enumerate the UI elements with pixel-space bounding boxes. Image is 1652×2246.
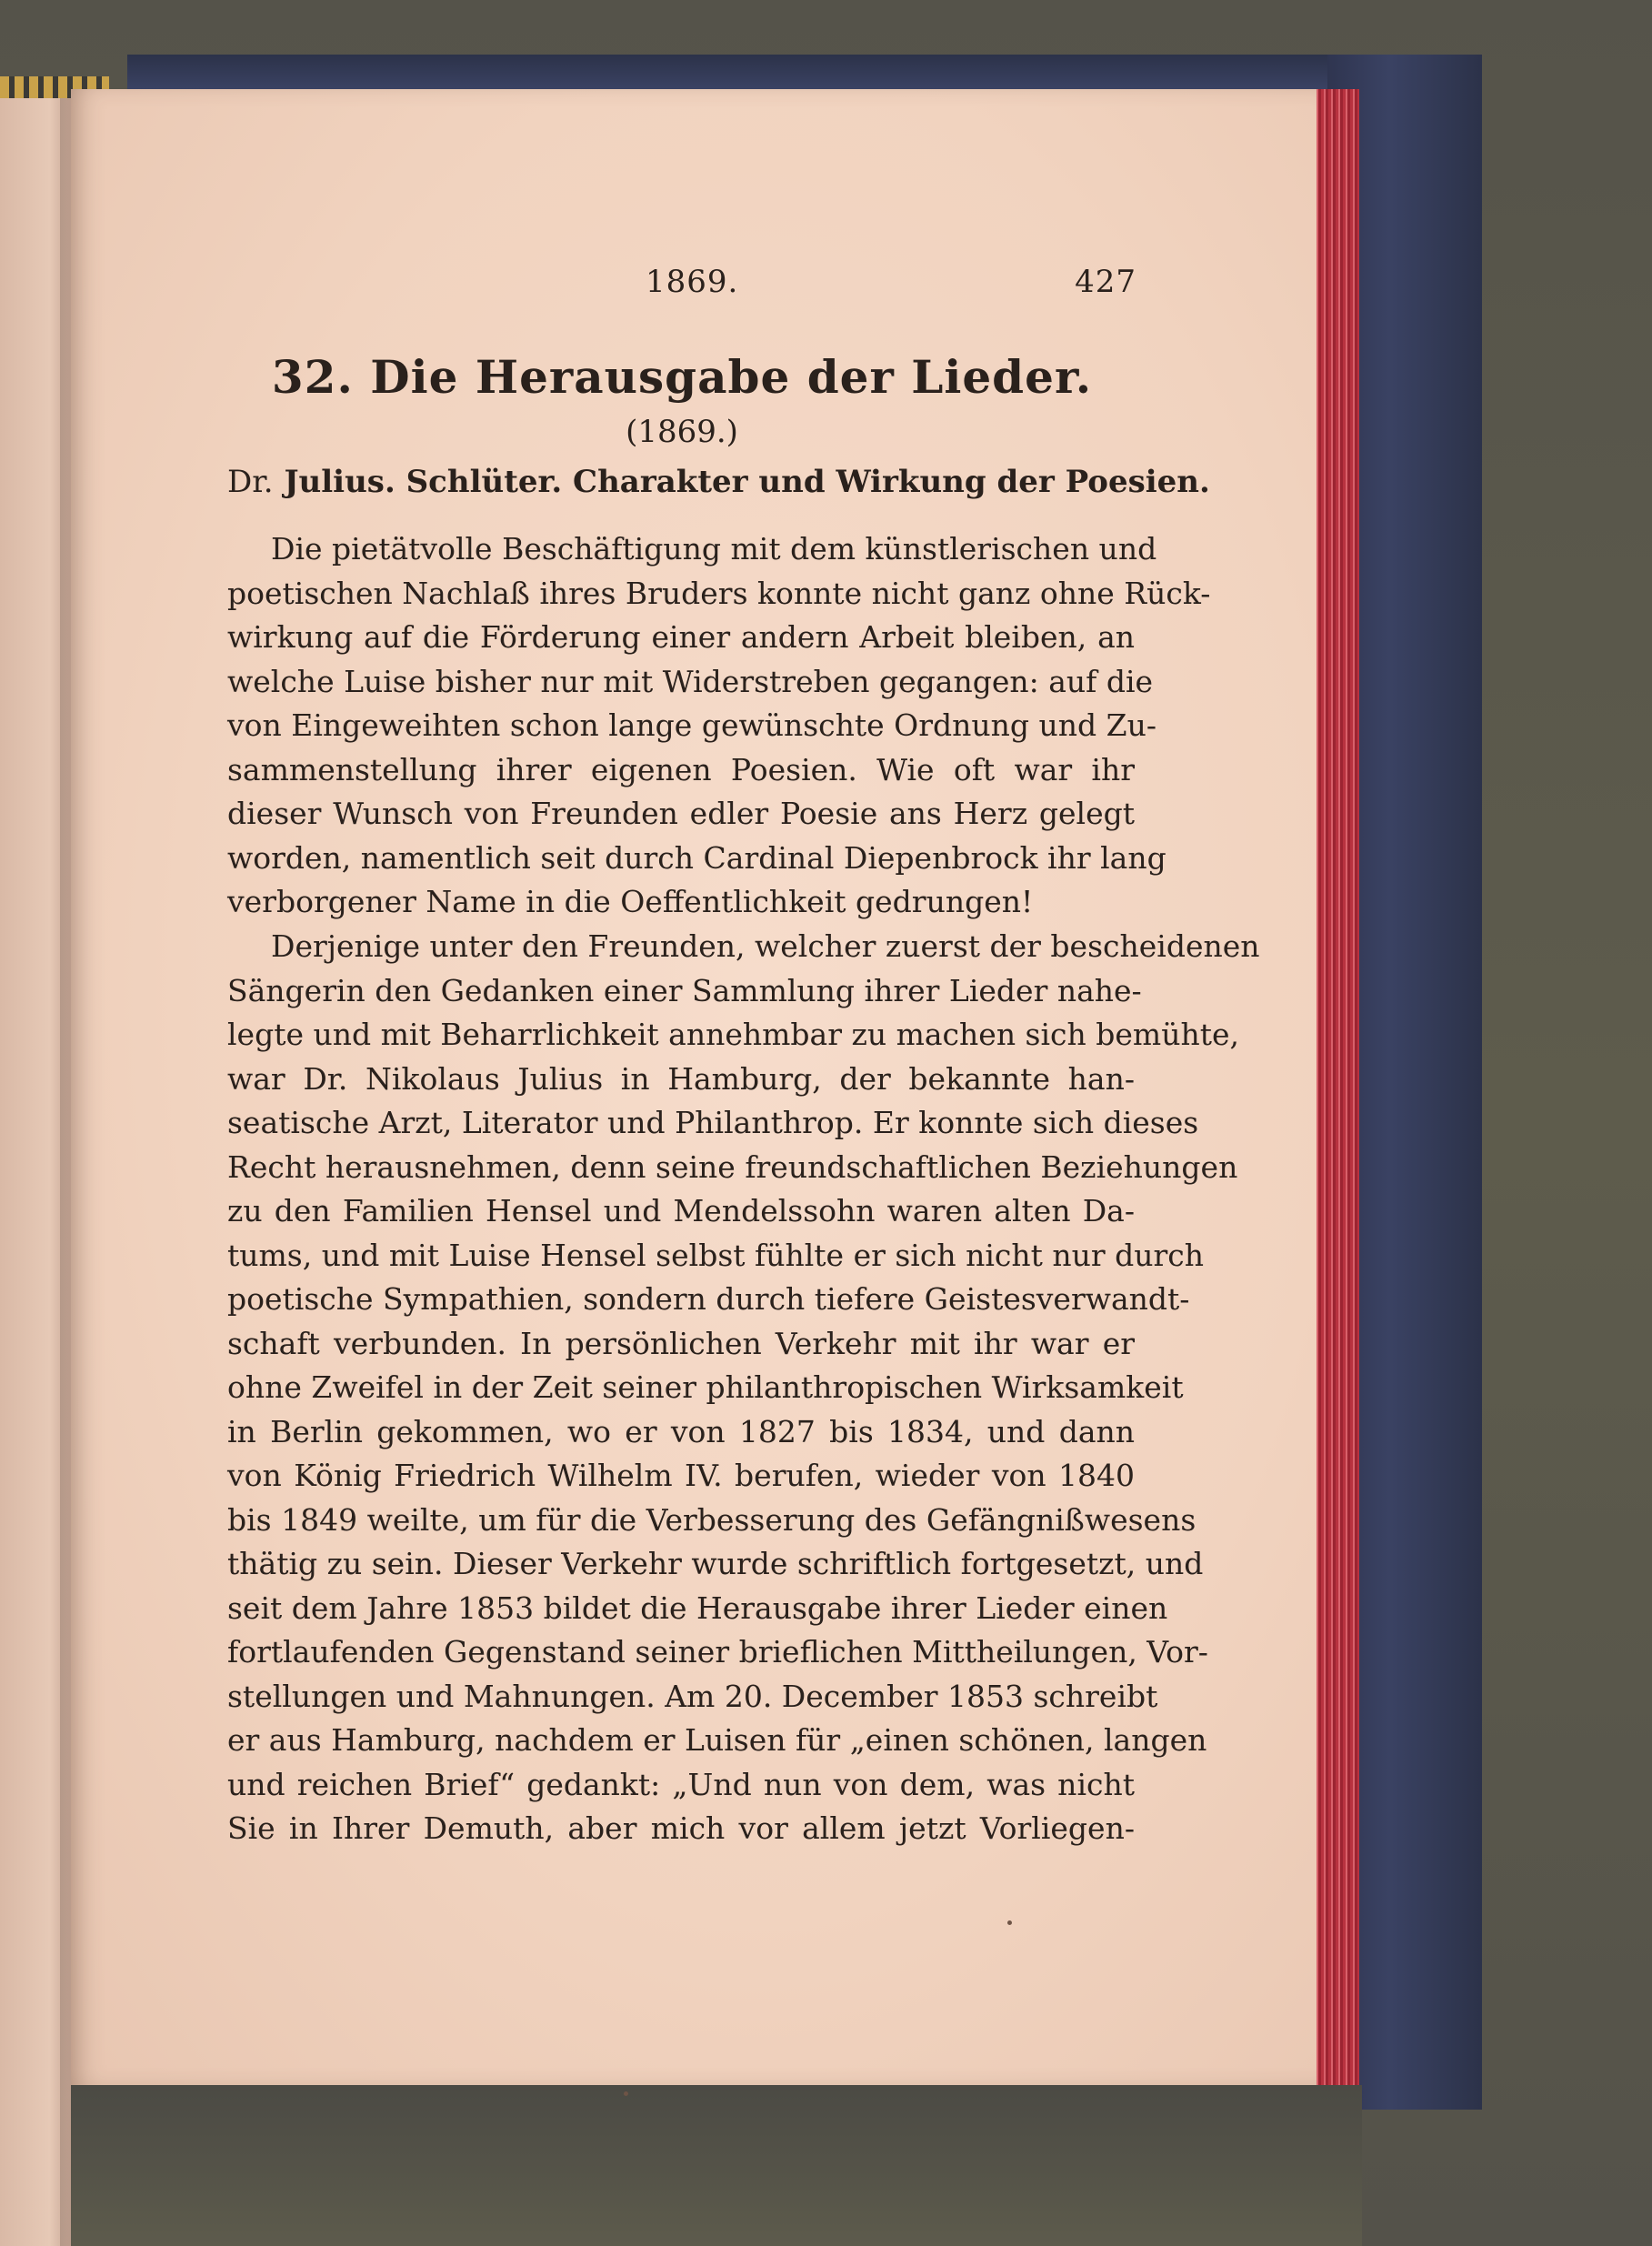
paragraph-2: [227, 925, 1260, 1851]
text-line: poetische Sympathien, sondern durch tiefere Geistesverwandt-: [227, 1281, 1190, 1317]
text-line: ohne Zweifel in der Zeit seiner philanthropischen Wirksamkeit: [227, 1369, 1184, 1405]
chapter-summary: [227, 464, 1210, 500]
text-line: stellungen und Mahnungen. Am 20. December 1853 schreibt: [227, 1678, 1158, 1714]
running-head-year: 1869.: [646, 264, 739, 300]
text-line: Sängerin den Gedanken einer Sammlung ihrer Lieder nahe-: [227, 972, 1142, 1008]
text-line: thätig zu sein. Dieser Verkehr wurde schriftlich fortgesetzt, und: [227, 1546, 1204, 1581]
text-line: verborgener Name in die Oeffentlichkeit gedrungen!: [227, 884, 1034, 919]
text-line: Recht herausnehmen, denn seine freundschaftlichen Beziehungen: [227, 1148, 1238, 1185]
chapter-year: (1869.): [626, 414, 738, 450]
text-line: er aus Hamburg, nachdem er Luisen für „einen schönen, langen: [227, 1722, 1207, 1758]
text-line: zu den Familien Hensel und Mendelssohn waren alten Da-: [227, 1193, 1135, 1228]
summary-text: Julius. Schlüter. Charakter und Wirkung der Poesien.: [284, 464, 1210, 500]
text-line: legte und mit Beharrlichkeit annehmbar zu machen sich bemühte,: [227, 1017, 1240, 1052]
text-line: worden, namentlich seit durch Cardinal Diepenbrock ihr lang: [227, 839, 1166, 876]
text-line: fortlaufenden Gegenstand seiner brieflichen Mittheilungen, Vor-: [227, 1634, 1208, 1669]
text-line: von König Friedrich Wilhelm IV. berufen, wieder von 1840: [227, 1458, 1135, 1493]
text-line: schaft verbunden. In persönlichen Verkehr mit ihr war er: [227, 1325, 1135, 1361]
text-line: war Dr. Nikolaus Julius in Hamburg, der bekannte han-: [227, 1060, 1135, 1097]
paper-speck: [624, 2091, 628, 2096]
red-page-edges: [1314, 89, 1359, 2085]
text-line: welche Luise bisher nur mit Widerstreben gegangen: auf die: [227, 663, 1154, 699]
text-line: poetischen Nachlaß ihres Bruders konnte nicht ganz ohne Rück-: [227, 575, 1211, 611]
running-head: [227, 264, 1136, 304]
text-line: und reichen Brief“ gedankt: „Und nun von dem, was nicht: [227, 1766, 1135, 1802]
text-line: von Eingeweihten schon lange gewünschte Ordnung und Zu-: [227, 707, 1156, 743]
text-line: Derjenige unter den Freunden, welcher zuerst der bescheidenen: [271, 928, 1260, 964]
chapter-title: 32. Die Herausgabe der Lieder.: [271, 350, 1093, 404]
text-line: tums, und mit Luise Hensel selbst fühlte er sich nicht nur durch: [227, 1237, 1205, 1273]
text-line: bis 1849 weilte, um für die Verbesserung des Gefängnißwesens: [227, 1501, 1196, 1538]
text-line: dieser Wunsch von Freunden edler Poesie ans Herz gelegt: [227, 796, 1135, 831]
cover-bottom: [71, 2085, 1362, 2246]
text-line: seit dem Jahre 1853 bildet die Herausgabe ihrer Lieder einen: [227, 1589, 1168, 1626]
paper-speck: [1007, 1920, 1012, 1925]
text-line: sammenstellung ihrer eigenen Poesien. Wie oft war ihr: [227, 751, 1135, 787]
text-line: in Berlin gekommen, wo er von 1827 bis 1834, und dann: [227, 1413, 1135, 1449]
book-cover-top: [127, 55, 1482, 89]
text-line: wirkung auf die Förderung einer andern Arbeit bleiben, an: [227, 619, 1135, 655]
text-line: seatische Arzt, Literator und Philanthrop. Er konnte sich dieses: [227, 1105, 1199, 1140]
text-line: Die pietätvolle Beschäftigung mit dem künstlerischen und: [271, 531, 1157, 567]
page-number: 427: [1075, 264, 1136, 300]
summary-prefix: Dr.: [227, 464, 274, 500]
paragraph-1: [227, 527, 1211, 925]
text-line: Sie in Ihrer Demuth, aber mich vor allem jetzt Vorliegen-: [227, 1810, 1135, 1846]
